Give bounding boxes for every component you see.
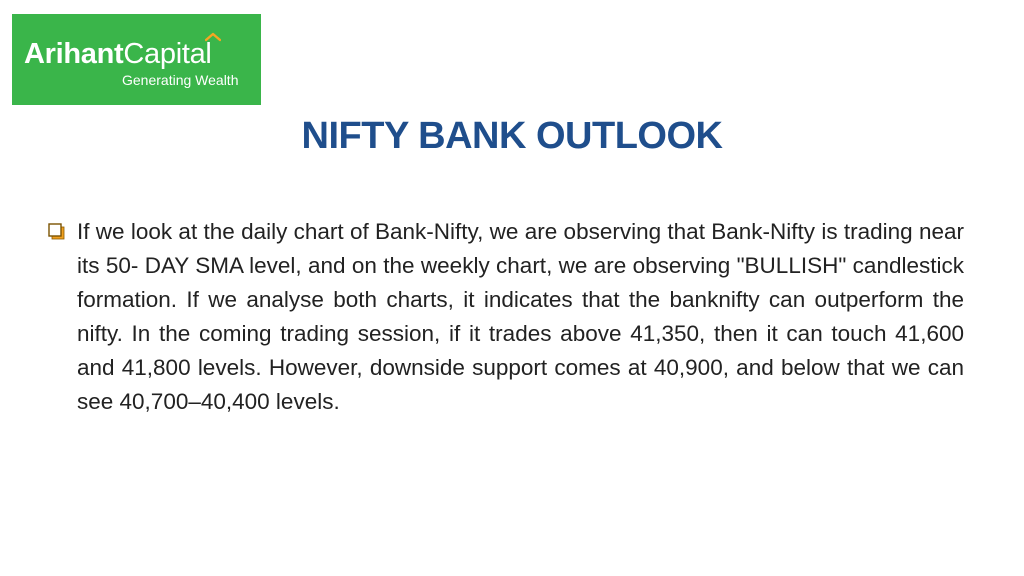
slide-title: NIFTY BANK OUTLOOK — [301, 115, 723, 157]
logo-wordmark — [24, 40, 212, 69]
logo-name-regular: Capital — [123, 38, 212, 70]
bullet-list-item — [48, 215, 964, 419]
bullet-text: If we look at the daily chart of Bank-Nifty, we are observing that Bank-Nifty is trading near its 50- DAY SMA level, and on the weekly chart, we are observing "BULLISH" candlestick formation. If we analyse both charts, it indicates that the banknifty can outperform the nifty. In the coming trading session, if it trades above 41,350, then it can touch 41,600 and 41,800 levels. However, downside support comes at 40,900, and below that we can see 40,700–40,400 levels. — [77, 219, 964, 414]
logo-tagline: Generating Wealth — [122, 72, 239, 88]
arihant-capital-logo — [12, 14, 261, 105]
roof-chevron-icon — [205, 32, 221, 46]
logo-name-bold: Arihant — [24, 38, 124, 70]
square-bullet-icon — [48, 223, 65, 240]
